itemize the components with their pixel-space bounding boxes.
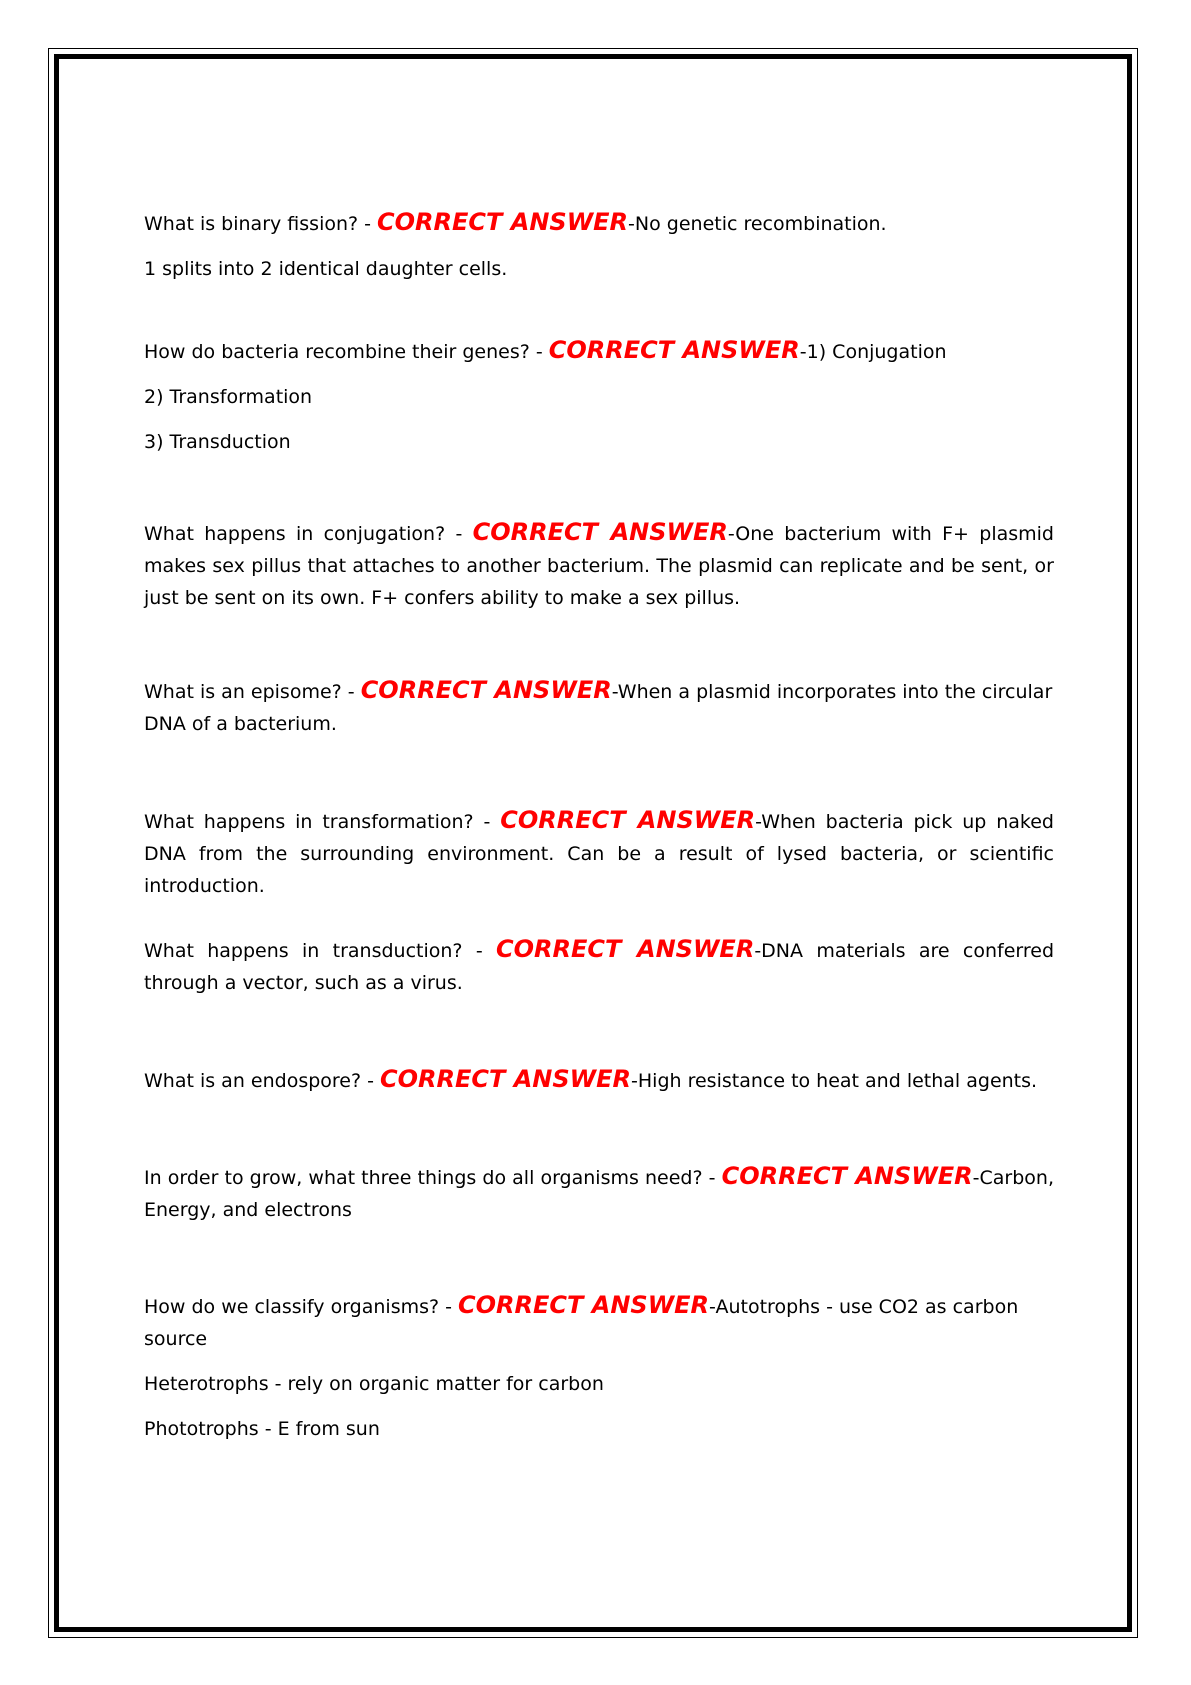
qa-line	[144, 334, 1054, 368]
answer-text: -One bacterium with F+ plasmid makes sex pillus that attaches to another bacterium. The plasmid can replicate and be sent, or just be sent on its own. F+ confers ability to make a sex pillus.	[144, 523, 1054, 609]
qa-line	[144, 804, 1054, 902]
answer-extra-line: 1 splits into 2 identical daughter cells.	[144, 258, 508, 280]
answer-text: -When a plasmid incorporates into the circular DNA of a bacterium.	[144, 681, 1053, 735]
qa-item-organism-needs	[144, 1160, 1054, 1226]
question-text: What is an episome? -	[144, 681, 361, 703]
answer-text: -Carbon, Energy, and electrons	[144, 1167, 1054, 1221]
qa-line	[144, 933, 1054, 999]
correct-answer-tag: CORRECT ANSWER	[721, 1162, 973, 1190]
qa-item-binary-fission	[144, 206, 1054, 285]
qa-line	[144, 206, 1054, 240]
answer-extra-line: Heterotrophs - rely on organic matter for carbon	[144, 1373, 604, 1395]
question-text: What happens in transduction? -	[144, 940, 497, 962]
qa-line	[144, 674, 1054, 740]
qa-item-endospore	[144, 1063, 1054, 1097]
qa-item-classify-organisms	[144, 1289, 1054, 1445]
answer-text: -High resistance to heat and lethal agents.	[631, 1070, 1038, 1092]
correct-answer-tag: CORRECT ANSWER	[548, 336, 800, 364]
qa-line	[144, 516, 1054, 614]
qa-line	[144, 1063, 1054, 1097]
correct-answer-tag: CORRECT ANSWER	[377, 208, 629, 236]
question-text: How do we classify organisms? -	[144, 1296, 459, 1318]
correct-answer-tag: CORRECT ANSWER	[472, 518, 728, 546]
answer-extra-line: 3) Transduction	[144, 431, 291, 453]
question-text: What happens in conjugation? -	[144, 523, 473, 545]
answer-text: -DNA materials are conferred through a vector, such as a virus.	[144, 940, 1055, 994]
question-text: What is an endospore? -	[144, 1070, 381, 1092]
qa-line	[144, 1160, 1054, 1226]
correct-answer-tag: CORRECT ANSWER	[380, 1065, 632, 1093]
correct-answer-tag: CORRECT ANSWER	[500, 806, 756, 834]
answer-text: -No genetic recombination.	[628, 213, 887, 235]
question-text: How do bacteria recombine their genes? -	[144, 341, 549, 363]
qa-item-conjugation	[144, 516, 1054, 614]
question-text: In order to grow, what three things do all organisms need? -	[144, 1167, 722, 1189]
answer-text: -1) Conjugation	[799, 341, 947, 363]
qa-item-recombine-genes	[144, 334, 1054, 458]
correct-answer-tag: CORRECT ANSWER	[458, 1291, 710, 1319]
correct-answer-tag: CORRECT ANSWER	[496, 935, 755, 963]
qa-item-transformation	[144, 804, 1054, 902]
qa-line	[144, 1289, 1054, 1355]
answer-extra-line: 2) Transformation	[144, 386, 313, 408]
answer-text: -Autotrophs - use CO2 as carbon source	[144, 1296, 1019, 1350]
answer-extra-line: Phototrophs - E from sun	[144, 1418, 380, 1440]
question-text: What happens in transformation? -	[144, 811, 501, 833]
correct-answer-tag: CORRECT ANSWER	[360, 676, 612, 704]
qa-item-transduction	[144, 933, 1054, 999]
answer-text: -When bacteria pick up naked DNA from the surrounding environment. Can be a result of lysed bacteria, or scientific introduction.	[144, 811, 1054, 897]
question-text: What is binary fission? -	[144, 213, 378, 235]
qa-item-episome	[144, 674, 1054, 740]
